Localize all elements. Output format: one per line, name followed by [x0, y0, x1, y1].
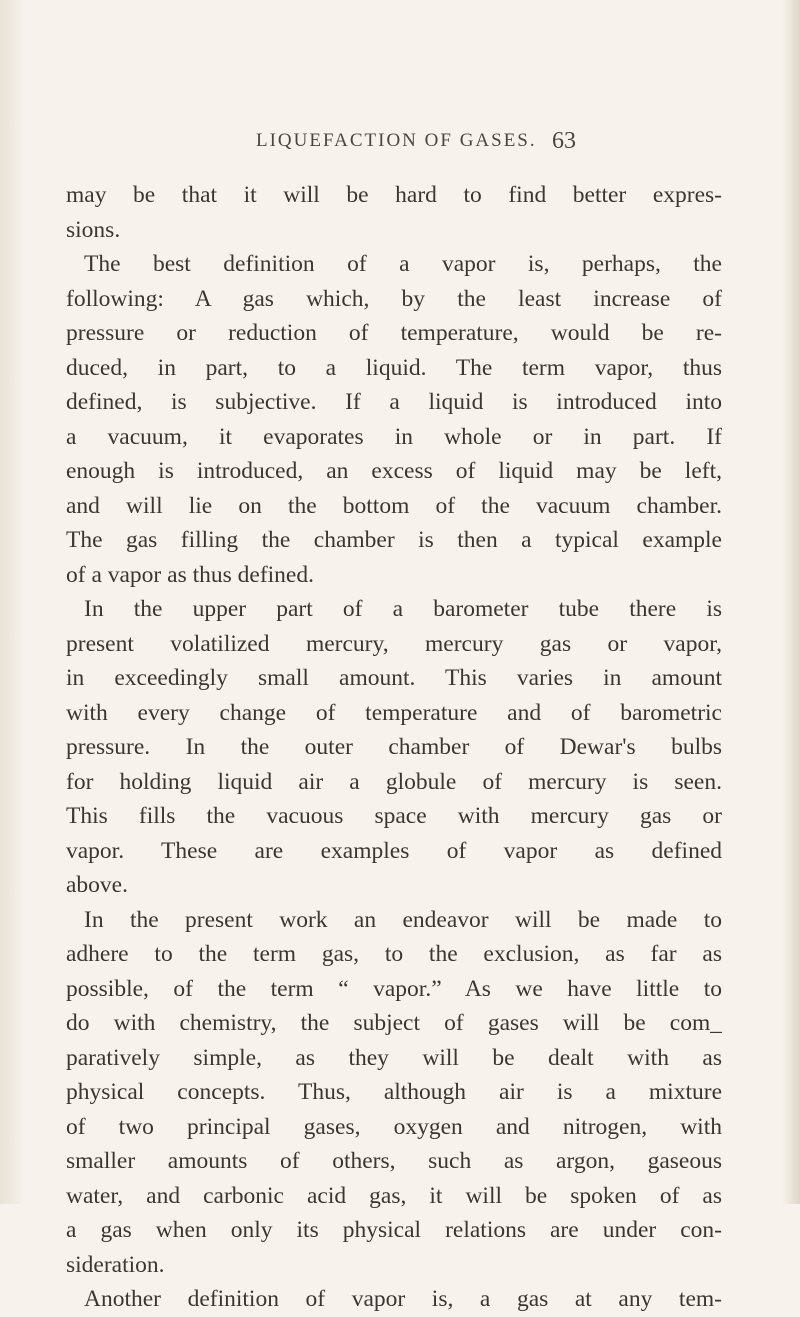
text-line: adhere to the term gas, to the exclusion, as far as: [66, 941, 722, 967]
text-line: and will lie on the bottom of the vacuum chamber.: [66, 492, 722, 519]
running-head: LIQUEFACTION OF GASES.: [256, 130, 537, 151]
text-line: present volatilized mercury, mercury gas or vapor,: [66, 630, 722, 657]
text-line: of two principal gases, oxygen and nitrogen, with: [66, 1113, 722, 1140]
text-line: water, and carbonic acid gas, it will be spoken of as: [66, 1182, 722, 1209]
text-line: in exceedingly small amount. This varies in amount: [66, 665, 722, 691]
text-line: paratively simple, as they will be dealt with as: [66, 1044, 722, 1071]
text-line: above.: [66, 872, 128, 898]
text-line: of a vapor as thus defined.: [66, 561, 314, 588]
text-line: smaller amounts of others, such as argon, gaseous: [66, 1148, 722, 1174]
text-line: In the present work an endeavor will be made to: [84, 906, 722, 933]
text-line: following: A gas which, by the least increase of: [66, 285, 722, 312]
text-line: possible, of the term “ vapor.” As we have little to: [66, 975, 722, 1002]
text-line: The gas filling the chamber is then a typical example: [66, 527, 722, 553]
text-line: pressure. In the outer chamber of Dewar's bulbs: [66, 734, 722, 760]
text-line: a vacuum, it evaporates in whole or in part. If: [66, 423, 722, 450]
text-line: sions.: [66, 216, 121, 243]
page-edge-shadow: [782, 0, 800, 1204]
text-line: do with chemistry, the subject of gases will be com_: [66, 1010, 722, 1036]
text-line: with every change of temperature and of barometric: [66, 699, 722, 726]
text-line: Another definition of vapor is, a gas at any tem-: [84, 1286, 722, 1312]
text-line: duced, in part, to a liquid. The term vapor, thus: [66, 354, 722, 381]
text-line: sideration.: [66, 1251, 165, 1278]
text-body: [66, 178, 722, 1317]
text-line: defined, is subjective. If a liquid is introduced into: [66, 389, 722, 415]
text-line: for holding liquid air a globule of mercury is seen.: [66, 768, 722, 795]
text-line: enough is introduced, an excess of liquid may be left,: [66, 458, 722, 484]
text-line: may be that it will be hard to find better expres-: [66, 182, 722, 208]
text-line: physical concepts. Thus, although air is a mixture: [66, 1079, 722, 1105]
page-gutter-shadow: [0, 0, 22, 1204]
text-line: pressure or reduction of temperature, would be re-: [66, 320, 722, 346]
text-line: vapor. These are examples of vapor as defined: [66, 837, 722, 864]
text-line: This fills the vacuous space with mercury gas or: [66, 803, 722, 829]
text-line: a gas when only its physical relations are under con-: [66, 1217, 722, 1243]
page-header: [256, 130, 596, 164]
page-number: 63: [552, 128, 576, 154]
text-line: The best definition of a vapor is, perhaps, the: [84, 251, 722, 277]
text-line: In the upper part of a barometer tube there is: [84, 596, 722, 622]
